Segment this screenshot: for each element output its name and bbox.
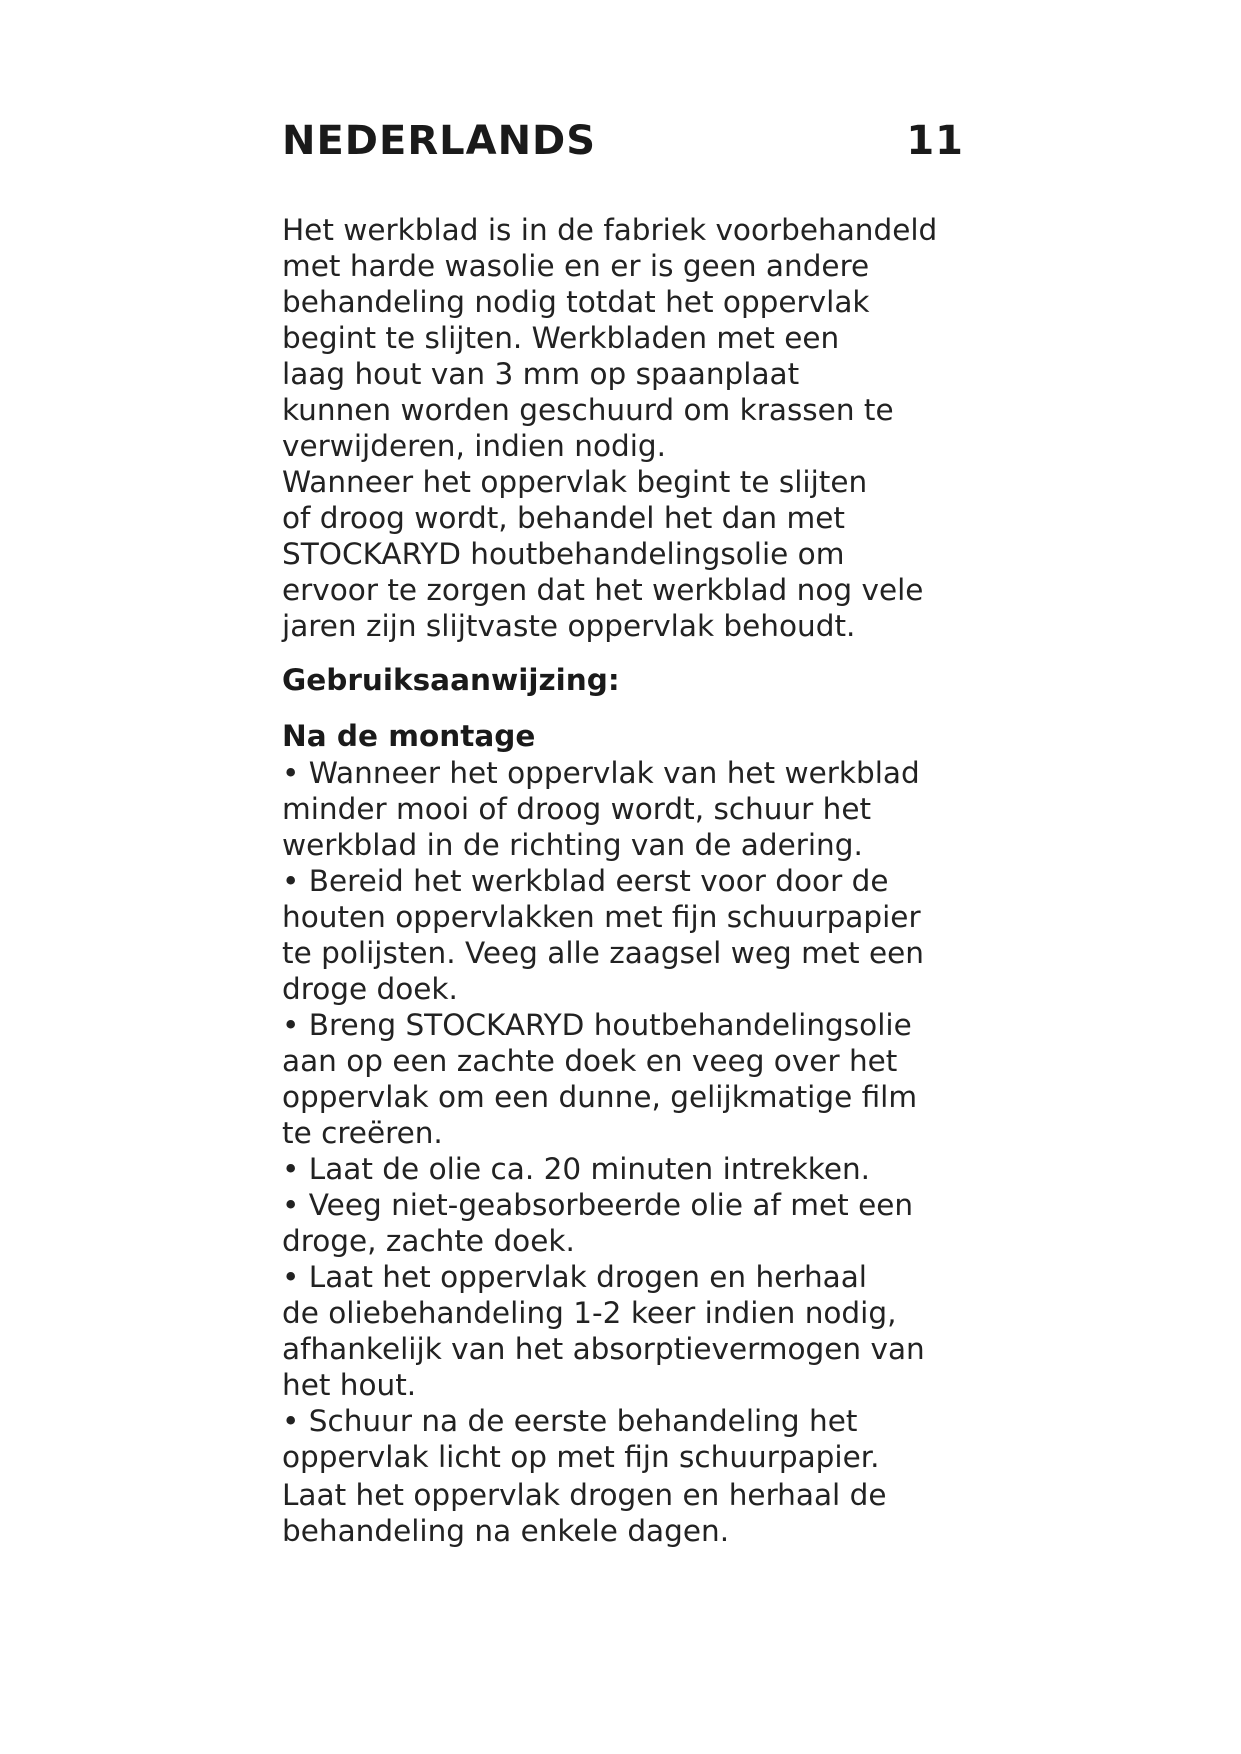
page-number: 11 (906, 118, 964, 164)
step-item: • Breng STOCKARYD houtbehandelingsolie aan op een zachte doek en veeg over het oppervlak om een dunne, gelijkmatige film te creëren. (282, 1008, 918, 1150)
step-item: • Schuur na de eerste behandeling het oppervlak licht op met fijn schuurpapier. (282, 1404, 880, 1474)
intro-section (282, 212, 982, 644)
intro-paragraph-2: Wanneer het oppervlak begint te slijten of droog wordt, behandel het dan met STOCKARYD houtbehandelingsolie om ervoor te zorgen dat het werkblad nog vele jaren zijn slijtvaste oppervlak behoudt. (282, 465, 924, 643)
page-header (282, 118, 964, 164)
step-item: • Laat het oppervlak drogen en herhaal de oliebehandeling 1-2 keer indien nodig, afhankelijk van het absorptievermogen van het hout. (282, 1260, 925, 1402)
page-content (282, 212, 982, 1549)
intro-paragraph-1: Het werkblad is in de fabriek voorbehandeld met harde wasolie en er is geen andere behandeling nodig totdat het oppervlak begint te slijten. Werkbladen met een laag hout van 3 mm op spaanplaat kunnen worden geschuurd om krassen te verwijderen, indien nodig. (282, 213, 938, 463)
closing-paragraph: Laat het oppervlak drogen en herhaal de behandeling na enkele dagen. (282, 1478, 887, 1548)
usage-title: Gebruiksaanwijzing: (282, 663, 620, 697)
usage-subtitle: Na de montage (282, 719, 536, 753)
step-item: • Wanneer het oppervlak van het werkblad minder mooi of droog wordt, schuur het werkblad in de richting van de adering. (282, 756, 920, 862)
steps-list (282, 755, 982, 1475)
step-item: • Laat de olie ca. 20 minuten intrekken. (282, 1152, 871, 1186)
step-item: • Veeg niet-geabsorbeerde olie af met een droge, zachte doek. (282, 1188, 914, 1258)
language-heading: NEDERLANDS (282, 118, 597, 164)
step-item: • Bereid het werkblad eerst voor door de houten oppervlakken met fijn schuurpapier te polijsten. Veeg alle zaagsel weg met een droge doek. (282, 864, 924, 1006)
